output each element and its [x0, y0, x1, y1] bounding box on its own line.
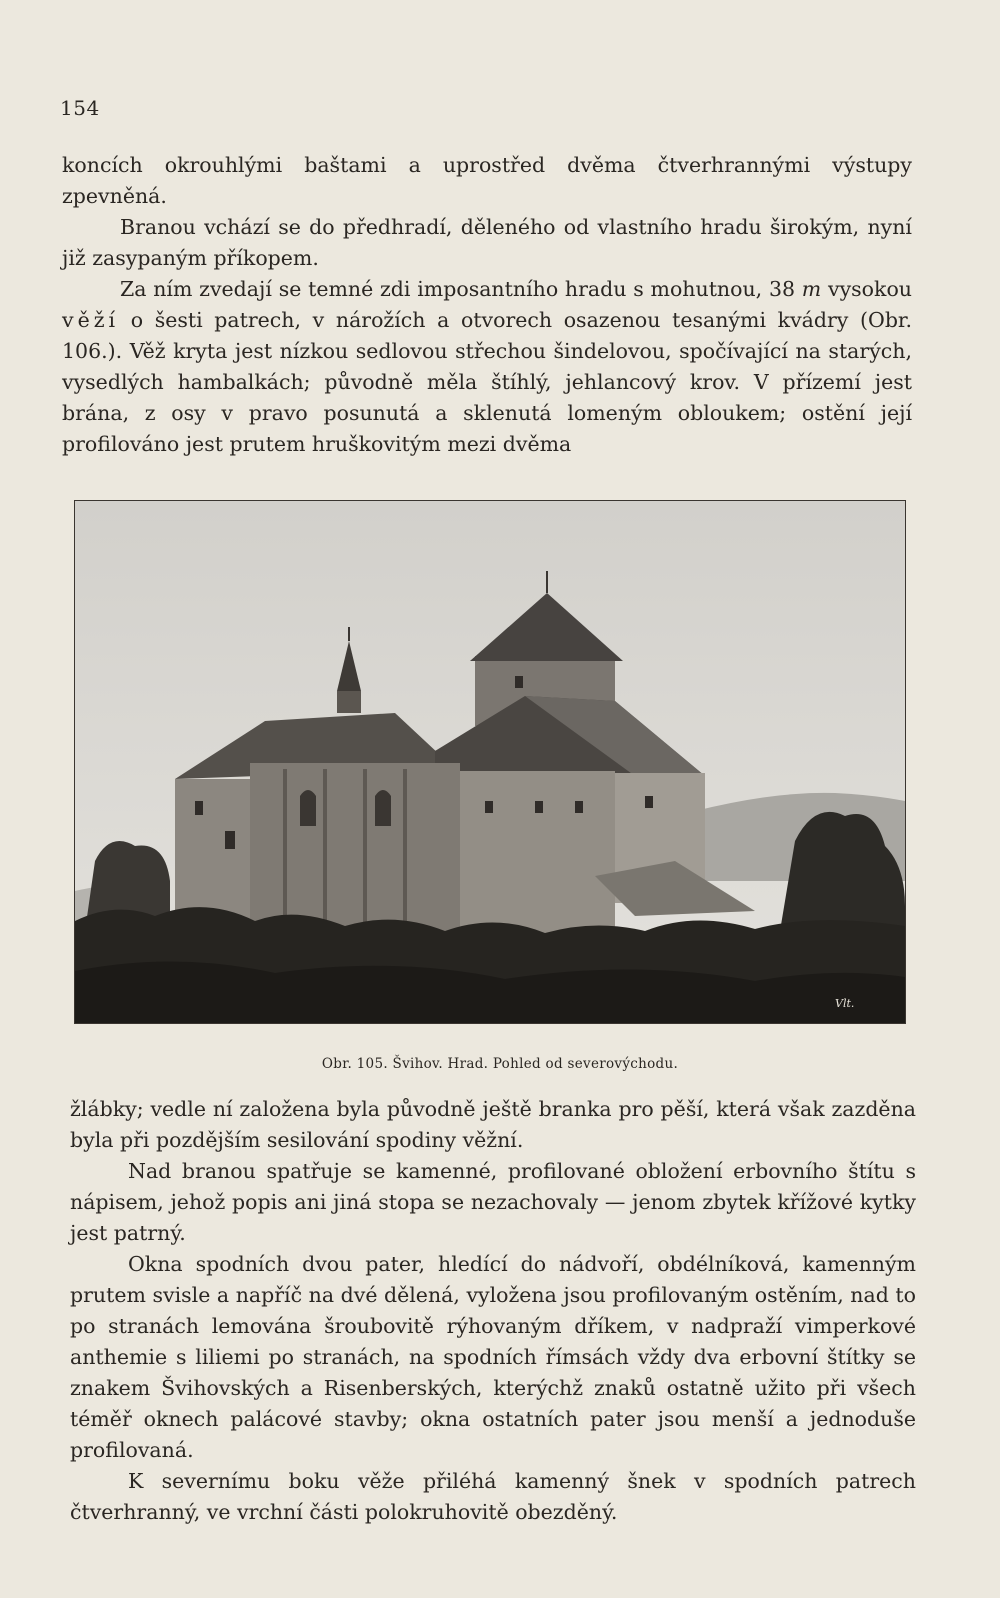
paragraph: Branou vchází se do předhradí, děleného od vlastního hradu širokým, nyní již zasypaným příkopem.: [62, 215, 912, 270]
paragraph: Okna spodních dvou pater, hledící do nádvoří, obdélníková, kamenným prutem svisle a napříč na dvé dělená, vyložena jsou profilovaným ostěním, nad to po stranách lemována šroubovitě rýhovaným dříkem, v nadpraží vimperkové anthemie s liliemi po stranách, na spodních římsách vždy dva erbovní štítky se znakem Švihovských a Risenberských, kterýchž znaků ostatně užito při všech téměř oknech palácové stavby; okna ostatních pater jsou menší a jednoduše profilovaná.: [70, 1252, 916, 1462]
paragraph: Nad branou spatřuje se kamenné, profilované obložení erbovního štítu s nápisem, jehož popis ani jiná stopa se nezachovaly — jenom zbytek křížové kytky jest patrný.: [70, 1159, 916, 1245]
top-text-block: [62, 150, 912, 460]
figure-caption: Obr. 105. Švihov. Hrad. Pohled od severovýchodu.: [321, 1056, 679, 1072]
page-number: 154: [60, 96, 100, 120]
paragraph: K severnímu boku věže přiléhá kamenný šnek v spodních patrech čtverhranný, ve vrchní části polokruhovitě obezděný.: [70, 1469, 916, 1524]
text-run: Za ním zvedají se temné zdi imposantního hradu s mohutnou, 38: [120, 277, 802, 301]
castle-photograph: [74, 500, 906, 1024]
spaced-emphasis: věží: [62, 308, 120, 332]
text-run: vysokou: [821, 277, 912, 301]
paragraph: žlábky; vedle ní založena byla původně ještě branka pro pěší, která však zazděna byla při pozdějším sesilování spodiny věžní.: [70, 1097, 916, 1152]
paragraph: koncích okrouhlými baštami a uprostřed dvěma čtverhrannými výstupy zpevněná.: [62, 153, 912, 208]
unit-italic: m: [801, 277, 822, 301]
bottom-text-block: [70, 1094, 916, 1528]
text-run: o šesti patrech, v nárožích a otvorech osazenou tesanými kvádry (Obr. 106.). Věž kryta jest nízkou sedlovou střechou šindelovou, spočívající na starých, vysedlých hambalkách; původně měla štíhlý, jehlancový krov. V přízemí jest brána, z osy v pravo posunutá a sklenutá lomeným obloukem; ostění její profilováno jest prutem hruškovitým mezi dvěma: [62, 308, 912, 456]
paragraph: [62, 274, 912, 460]
artist-signature: Vlt.: [835, 997, 855, 1010]
